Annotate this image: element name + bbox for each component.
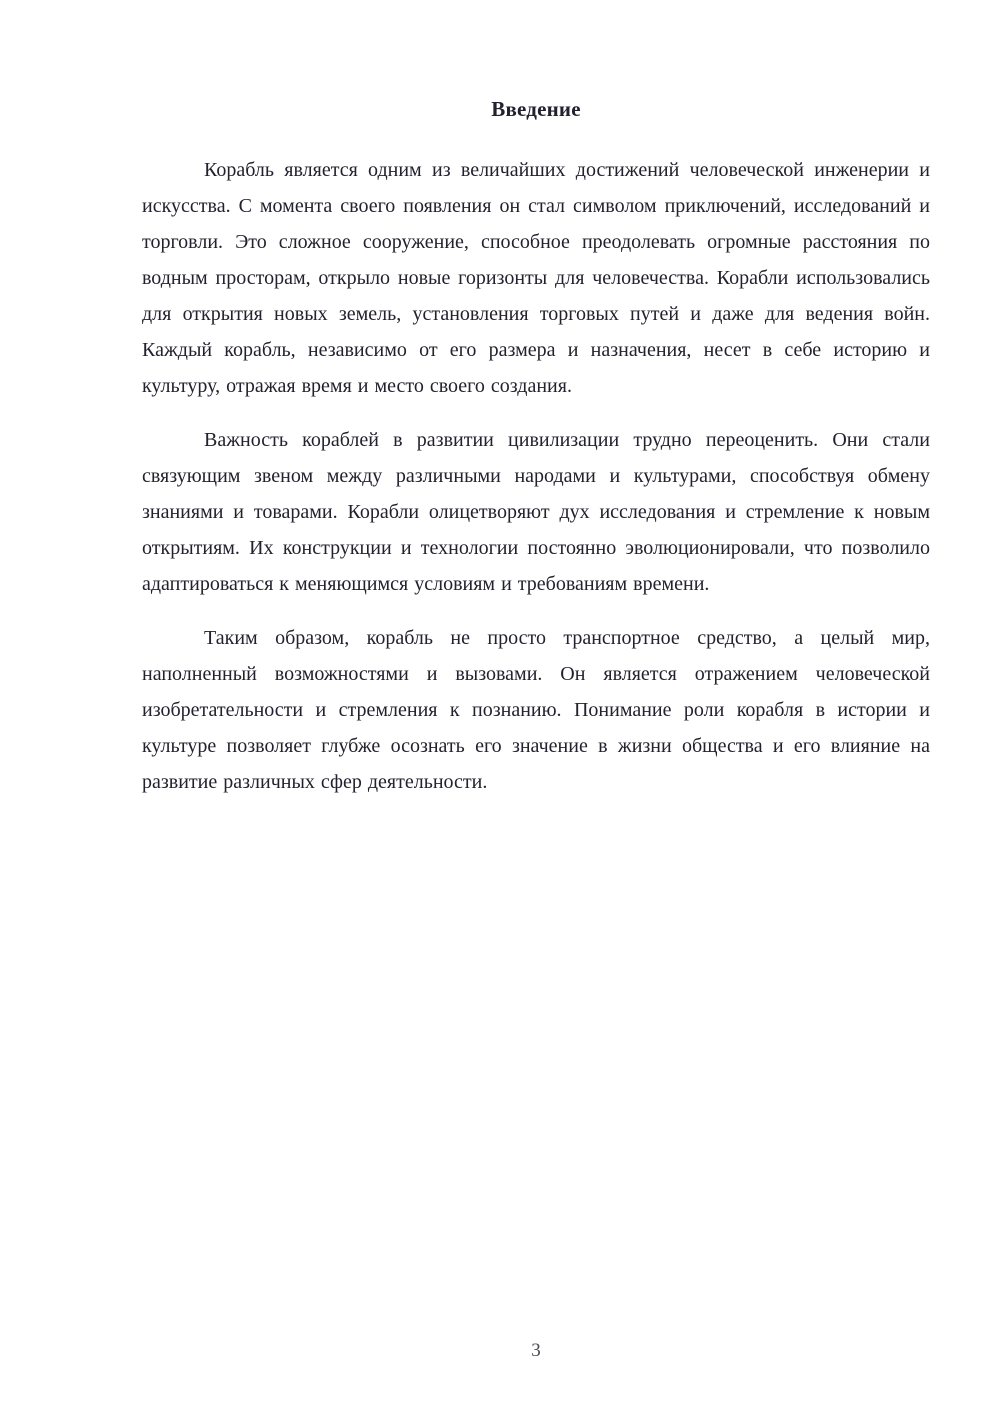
paragraph-intro: Корабль является одним из величайших достижений человеческой инженерии и искусства. С момента своего появления он стал символом приключений, исследований и торговли. Это сложное сооружение, способное преодолевать огромные расстояния по водным просторам, открыло новые горизонты для человечества. Корабли использовались для открытия новых земель, установления торговых путей и даже для ведения войн. Каждый корабль, независимо от его размера и назначения, несет в себе историю и культуру, отражая время и место своего создания.: [142, 159, 930, 397]
page-title: Введение: [491, 97, 581, 121]
paragraph-conclusion: Таким образом, корабль не просто транспортное средство, а целый мир, наполненный возможностями и вызовами. Он является отражением человеческой изобретательности и стремления к познанию. Понимание роли корабля в истории и культуре позволяет глубже осознать его значение в жизни общества и его влияние на развитие различных сфер деятельности.: [142, 627, 930, 793]
page-number: 3: [531, 1340, 541, 1361]
paragraph-importance: Важность кораблей в развитии цивилизации трудно переоценить. Они стали связующим звеном между различными народами и культурами, способствуя обмену знаниями и товарами. Корабли олицетворяют дух исследования и стремление к новым открытиям. Их конструкции и технологии постоянно эволюционировали, что позволило адаптироваться к меняющимся условиям и требованиям времени.: [142, 429, 930, 595]
